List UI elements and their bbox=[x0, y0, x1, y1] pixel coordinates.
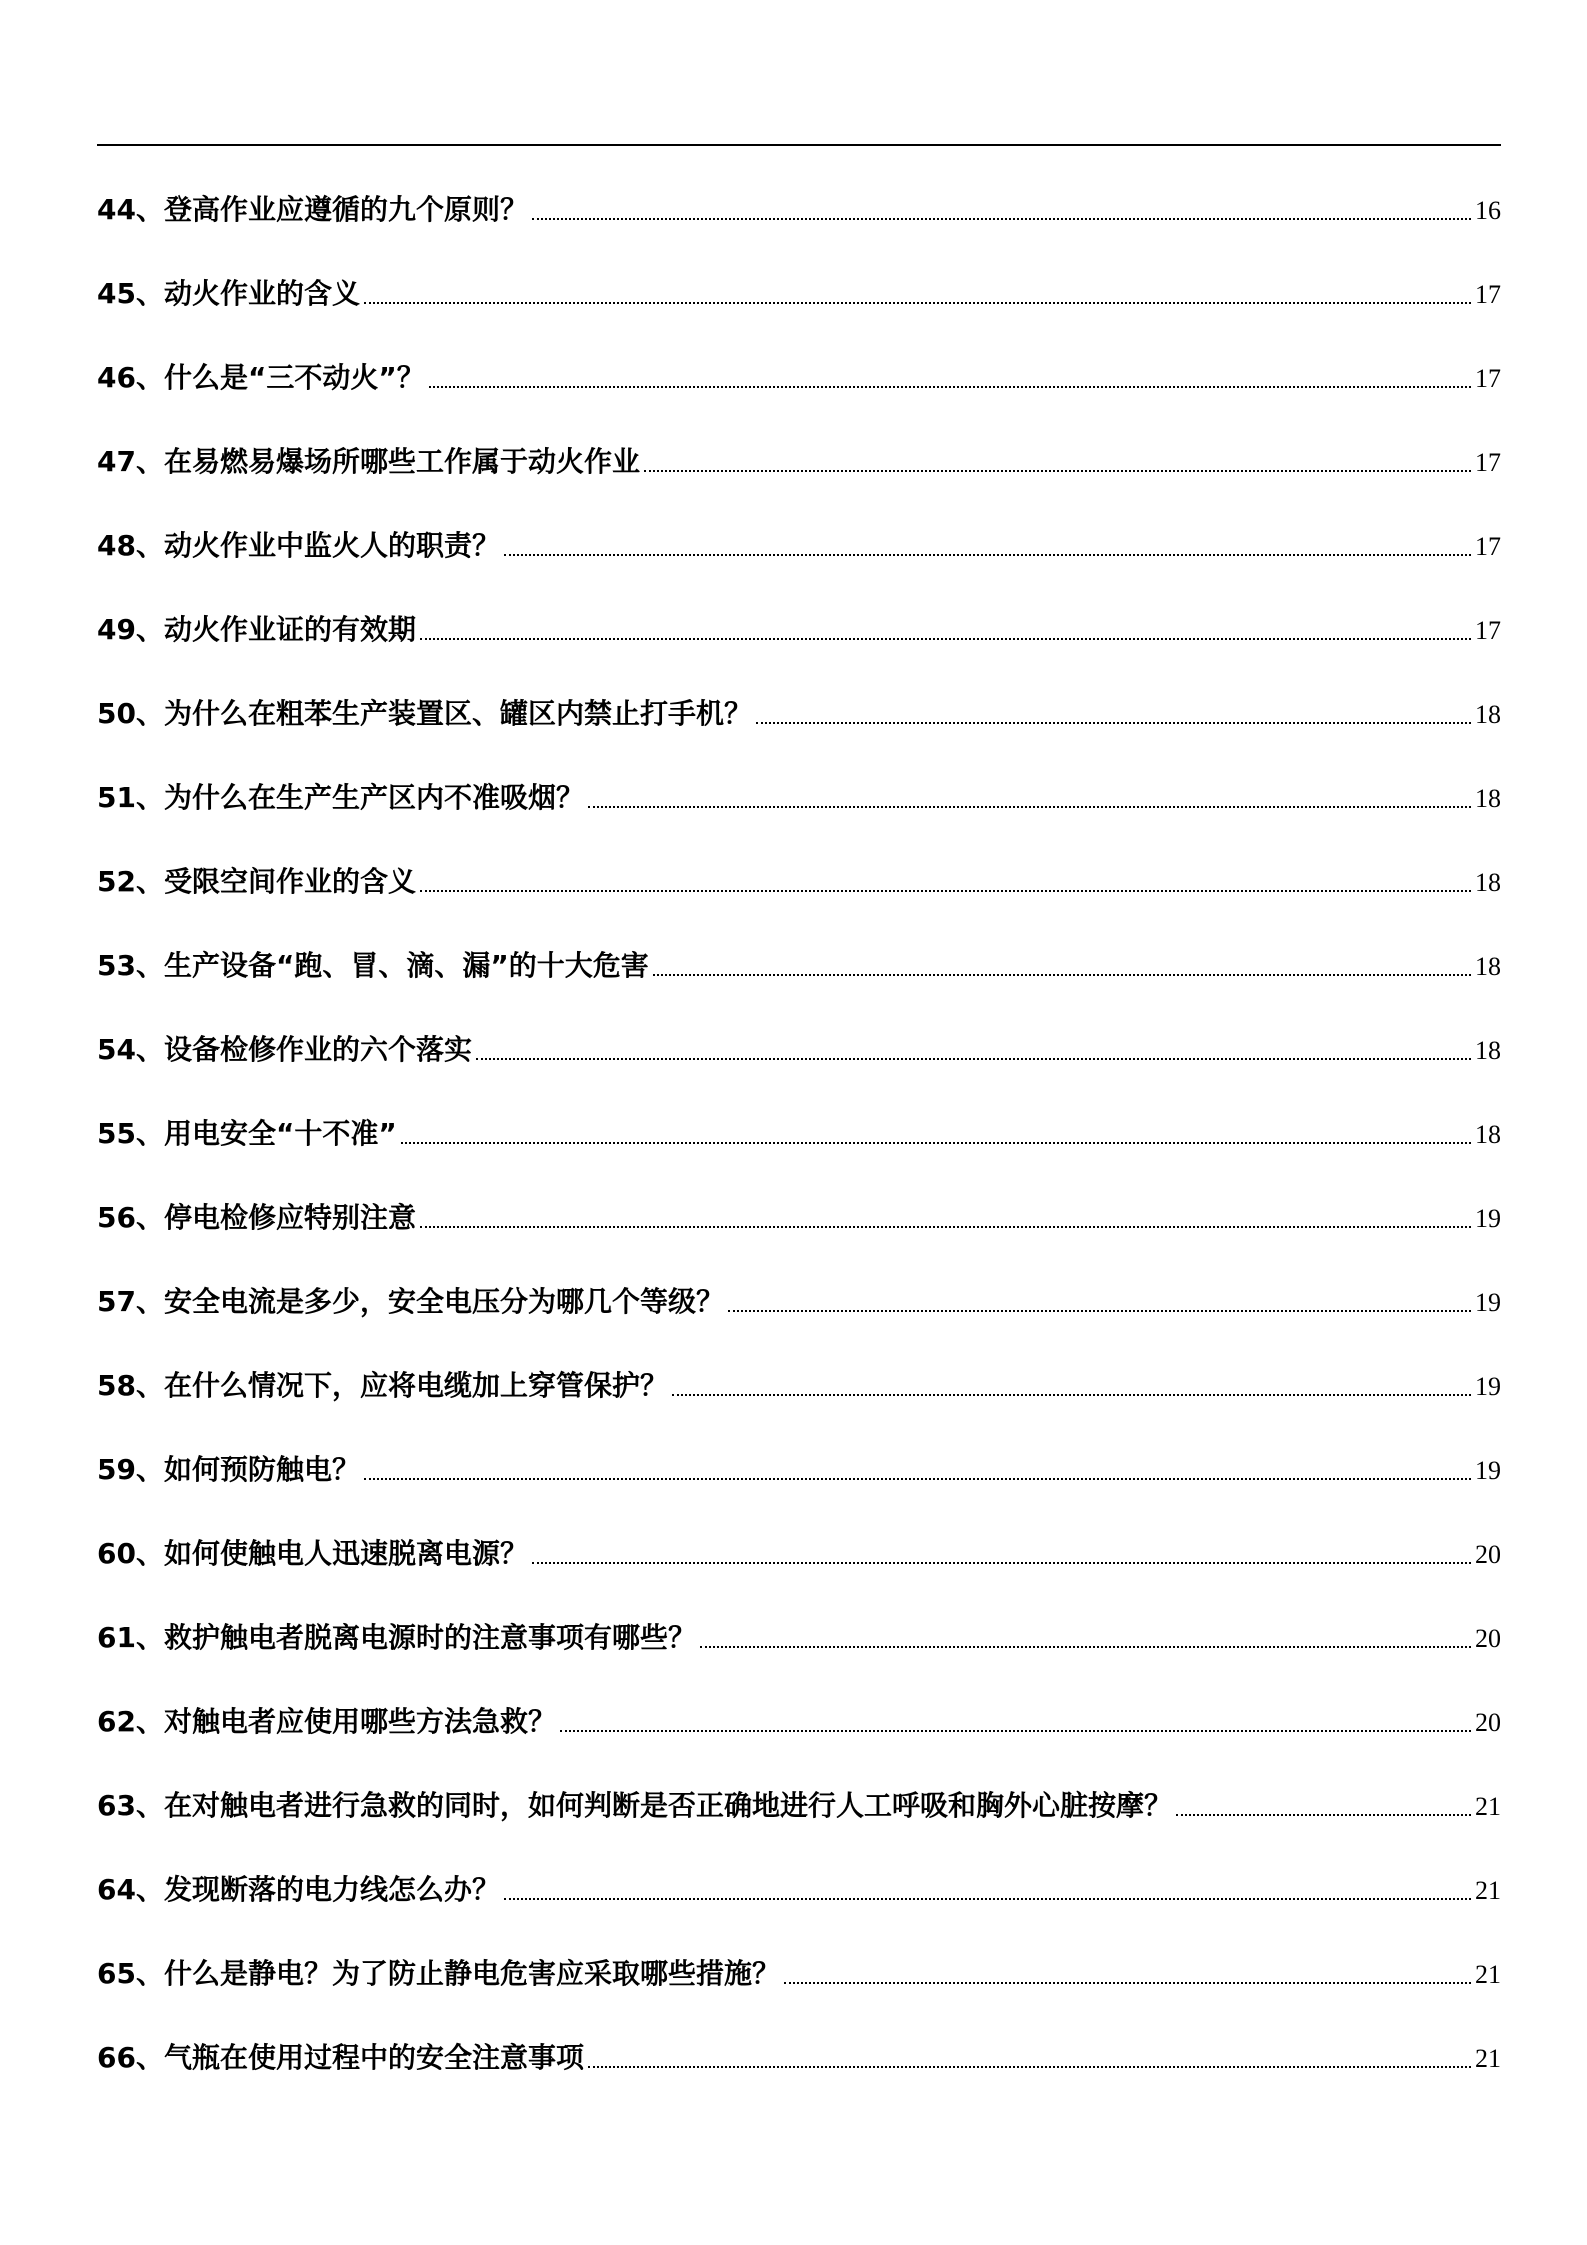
toc-dot-leader bbox=[476, 1058, 1471, 1060]
toc-entry-title: 45、动火作业的含义 bbox=[97, 277, 360, 310]
table-of-contents bbox=[97, 158, 1501, 2090]
toc-dot-leader bbox=[420, 1226, 1471, 1228]
toc-entry-page: 17 bbox=[1475, 280, 1501, 309]
toc-dot-leader bbox=[504, 1898, 1471, 1900]
toc-dot-leader bbox=[429, 386, 1471, 388]
toc-entry-title: 60、如何使触电人迅速脱离电源？ bbox=[97, 1537, 528, 1570]
toc-entry-50[interactable] bbox=[97, 662, 1501, 746]
toc-entry-60[interactable] bbox=[97, 1502, 1501, 1586]
toc-entry-56[interactable] bbox=[97, 1166, 1501, 1250]
toc-entry-title: 57、安全电流是多少，安全电压分为哪几个等级？ bbox=[97, 1285, 724, 1318]
toc-entry-52[interactable] bbox=[97, 830, 1501, 914]
toc-dot-leader bbox=[532, 1562, 1471, 1564]
toc-dot-leader bbox=[588, 2066, 1471, 2068]
toc-entry-title: 65、什么是静电？为了防止静电危害应采取哪些措施？ bbox=[97, 1957, 780, 1990]
toc-entry-page: 21 bbox=[1475, 2044, 1501, 2073]
toc-entry-61[interactable] bbox=[97, 1586, 1501, 1670]
toc-dot-leader bbox=[644, 470, 1471, 472]
toc-dot-leader bbox=[420, 638, 1471, 640]
toc-entry-title: 53、生产设备“跑、冒、滴、漏”的十大危害 bbox=[97, 949, 649, 982]
toc-entry-48[interactable] bbox=[97, 494, 1501, 578]
toc-entry-47[interactable] bbox=[97, 410, 1501, 494]
toc-dot-leader bbox=[364, 302, 1471, 304]
toc-entry-page: 18 bbox=[1475, 700, 1501, 729]
toc-entry-page: 19 bbox=[1475, 1288, 1501, 1317]
toc-dot-leader bbox=[728, 1310, 1471, 1312]
toc-entry-page: 18 bbox=[1475, 868, 1501, 897]
toc-dot-leader bbox=[588, 806, 1471, 808]
toc-entry-page: 21 bbox=[1475, 1960, 1501, 1989]
toc-dot-leader bbox=[364, 1478, 1471, 1480]
toc-dot-leader bbox=[401, 1142, 1471, 1144]
toc-entry-53[interactable] bbox=[97, 914, 1501, 998]
toc-entry-title: 66、气瓶在使用过程中的安全注意事项 bbox=[97, 2041, 584, 2074]
toc-entry-page: 21 bbox=[1475, 1876, 1501, 1905]
toc-dot-leader bbox=[560, 1730, 1471, 1732]
toc-entry-46[interactable] bbox=[97, 326, 1501, 410]
toc-entry-page: 18 bbox=[1475, 784, 1501, 813]
toc-dot-leader bbox=[420, 890, 1471, 892]
toc-entry-title: 48、动火作业中监火人的职责？ bbox=[97, 529, 500, 562]
toc-entry-title: 54、设备检修作业的六个落实 bbox=[97, 1033, 472, 1066]
toc-entry-66[interactable] bbox=[97, 2006, 1501, 2090]
toc-entry-55[interactable] bbox=[97, 1082, 1501, 1166]
toc-entry-page: 19 bbox=[1475, 1204, 1501, 1233]
header-rule bbox=[97, 144, 1501, 146]
toc-dot-leader bbox=[700, 1646, 1471, 1648]
toc-entry-page: 16 bbox=[1475, 196, 1501, 225]
toc-entry-title: 56、停电检修应特别注意 bbox=[97, 1201, 416, 1234]
toc-entry-title: 49、动火作业证的有效期 bbox=[97, 613, 416, 646]
toc-entry-title: 61、救护触电者脱离电源时的注意事项有哪些？ bbox=[97, 1621, 696, 1654]
toc-entry-64[interactable] bbox=[97, 1838, 1501, 1922]
toc-entry-page: 20 bbox=[1475, 1624, 1501, 1653]
toc-entry-title: 58、在什么情况下，应将电缆加上穿管保护？ bbox=[97, 1369, 668, 1402]
toc-entry-title: 44、登高作业应遵循的九个原则？ bbox=[97, 193, 528, 226]
toc-entry-51[interactable] bbox=[97, 746, 1501, 830]
toc-entry-65[interactable] bbox=[97, 1922, 1501, 2006]
toc-entry-page: 17 bbox=[1475, 532, 1501, 561]
toc-entry-title: 51、为什么在生产生产区内不准吸烟？ bbox=[97, 781, 584, 814]
toc-entry-page: 19 bbox=[1475, 1456, 1501, 1485]
toc-entry-page: 21 bbox=[1475, 1792, 1501, 1821]
toc-entry-page: 18 bbox=[1475, 1120, 1501, 1149]
toc-entry-57[interactable] bbox=[97, 1250, 1501, 1334]
toc-entry-59[interactable] bbox=[97, 1418, 1501, 1502]
toc-entry-title: 64、发现断落的电力线怎么办？ bbox=[97, 1873, 500, 1906]
toc-entry-62[interactable] bbox=[97, 1670, 1501, 1754]
toc-entry-title: 52、受限空间作业的含义 bbox=[97, 865, 416, 898]
toc-dot-leader bbox=[504, 554, 1471, 556]
toc-entry-title: 63、在对触电者进行急救的同时，如何判断是否正确地进行人工呼吸和胸外心脏按摩？ bbox=[97, 1789, 1172, 1822]
toc-entry-title: 46、什么是“三不动火”？ bbox=[97, 361, 425, 394]
toc-entry-page: 20 bbox=[1475, 1708, 1501, 1737]
toc-entry-title: 55、用电安全“十不准” bbox=[97, 1117, 397, 1150]
toc-entry-63[interactable] bbox=[97, 1754, 1501, 1838]
toc-entry-title: 47、在易燃易爆场所哪些工作属于动火作业 bbox=[97, 445, 640, 478]
toc-dot-leader bbox=[1176, 1814, 1471, 1816]
toc-entry-page: 20 bbox=[1475, 1540, 1501, 1569]
toc-entry-title: 50、为什么在粗苯生产装置区、罐区内禁止打手机？ bbox=[97, 697, 752, 730]
toc-entry-49[interactable] bbox=[97, 578, 1501, 662]
toc-entry-page: 17 bbox=[1475, 616, 1501, 645]
toc-entry-page: 18 bbox=[1475, 1036, 1501, 1065]
toc-dot-leader bbox=[532, 218, 1471, 220]
toc-dot-leader bbox=[672, 1394, 1471, 1396]
toc-entry-title: 62、对触电者应使用哪些方法急救？ bbox=[97, 1705, 556, 1738]
toc-entry-page: 18 bbox=[1475, 952, 1501, 981]
toc-dot-leader bbox=[756, 722, 1471, 724]
toc-entry-page: 17 bbox=[1475, 448, 1501, 477]
toc-entry-58[interactable] bbox=[97, 1334, 1501, 1418]
toc-dot-leader bbox=[784, 1982, 1471, 1984]
toc-dot-leader bbox=[653, 974, 1471, 976]
toc-entry-page: 17 bbox=[1475, 364, 1501, 393]
toc-entry-45[interactable] bbox=[97, 242, 1501, 326]
toc-entry-page: 19 bbox=[1475, 1372, 1501, 1401]
toc-entry-54[interactable] bbox=[97, 998, 1501, 1082]
toc-entry-44[interactable] bbox=[97, 158, 1501, 242]
toc-entry-title: 59、如何预防触电？ bbox=[97, 1453, 360, 1486]
